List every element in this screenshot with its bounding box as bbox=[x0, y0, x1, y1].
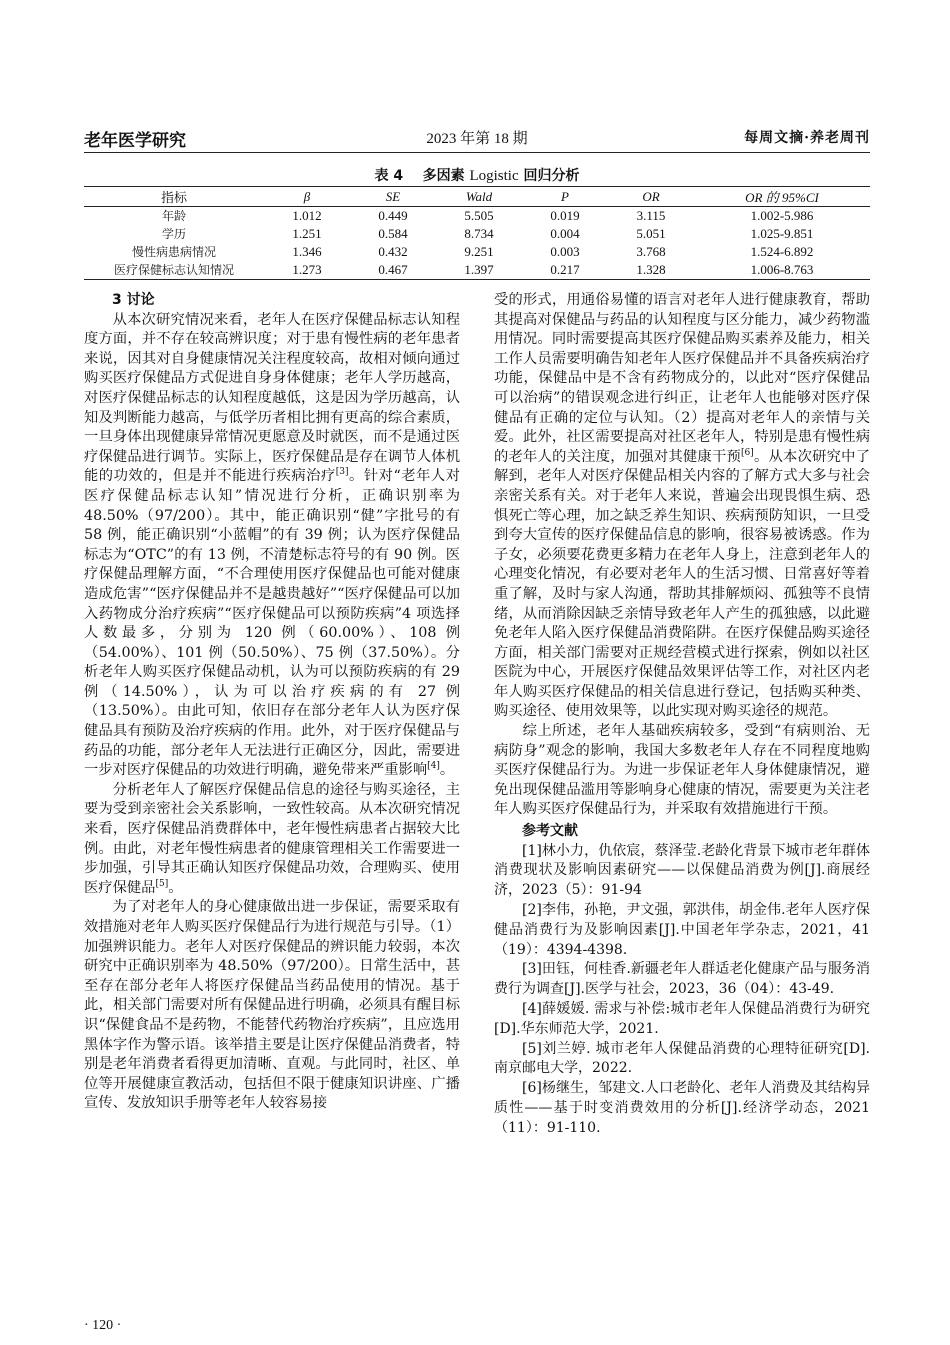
cell-indicator: 慢性病患病情况 bbox=[131, 245, 216, 259]
right-column bbox=[494, 291, 870, 1139]
cell-p: 0.004 bbox=[550, 226, 580, 241]
cell-p: 0.217 bbox=[522, 261, 608, 280]
col-p: P bbox=[522, 187, 608, 207]
cell-p: 0.003 bbox=[550, 244, 580, 259]
references-heading: 参考文献 bbox=[522, 823, 578, 840]
cell-or-ci: 1.025-9.851 bbox=[750, 226, 814, 241]
paragraph: 分析老年人了解医疗保健品信息的途径与购买途径，主要为受到亲密社会关系影响，一致性较高。从本次研究情况来看，医疗保健品消费群体中，老年慢性病患者占据较大比例。由此，对老年慢性病患者的健康管理相关工作需要进一步加强，引导其正确认知医疗保健品功效，合理购买、使用医疗保健品[5]。 bbox=[84, 781, 460, 896]
reference-item: [6]杨继生，邹建文.人口老龄化、老年人消费及其结构异质性——基于时变消费效用的分析[J].经济学动态，2021（11）：91-110. bbox=[494, 1080, 870, 1136]
cell-wald: 1.397 bbox=[436, 261, 522, 280]
cell-se: 0.432 bbox=[378, 244, 408, 259]
running-header bbox=[84, 126, 870, 151]
paragraph: 综上所述，老年人基础疾病较多，受到“有病则治、无病防身”观念的影响，我国大多数老年人存在不同程度地购买医疗保健品行为。为进一步保证老年人身体健康情况，避免出现保健品滥用等影响身心健康的情况，需要更为关注老年人购买医疗保健品行为，并采取有效措施进行干预。 bbox=[494, 723, 870, 818]
table-title-en: Logistic bbox=[469, 168, 519, 184]
col-wald: Wald bbox=[436, 187, 522, 207]
table-title-cn-2: 回归分析 bbox=[523, 168, 580, 184]
reference-item: [1]林小力，仇依宸，蔡泽莹.老龄化背景下城市老年群体消费现状及影响因素研究——以保健品消费为例[J].商展经济，2023（5）：91-94 bbox=[494, 842, 870, 899]
paragraph: 从本次研究情况来看，老年人在医疗保健品标志认知程度方面，并不存在较高辨识度；对于患有慢性病的老年患者来说，因其对自身健康情况关注程度较高，故相对倾向通过购买医疗保健品方式促进自身身体健康；老年人学历越高，对医疗保健品标志的认知程度越低，这是因为学历越高，认知及判断能力越高，与低学历者相比拥有更高的综合素质，一旦身体出现健康异常情况更愿意及时就医，而不是通过医疗保健品进行调节。实际上，医疗保健品是存在调节人体机能的功效的，但是并不能进行疾病治疗[3]。针对“老年人对医疗保健品标志认知”情况进行分析，正确识别率为 48.50%（97/200）。其中，能正确识别“健”字批号的有 58 例，能正确识别“小蓝帽”的有 39 例；认为医疗保健品标志为“OTC”的有 13 例，不清楚标志符号的有 90 例。医疗保健品理解方面，“不合理使用医疗保健品也可能对健康造成危害”“医疗保健品并不是越贵越好”“医疗保健品可以加入药物成分治疗疾病”“医疗保健品可以预防疾病”4 项选择人数最多，分别为 120 例（60.00%）、108 例（54.00%）、101 例（50.50%）、75 例（37.50%）。分析老年人购买医疗保健品动机，认为可以预防疾病的有 29 例（14.50%），认为可以治疗疾病的有 27 例（13.50%）。由此可知，依旧存在部分老年人认为医疗保健品具有预防及治疗疾病的作用。此外，对于医疗保健品与药品的功能，部分老年人无法进行正确区分，因此，需要进一步对医疗保健品的功效进行明确，避免带来严重影响[4]。 bbox=[84, 311, 461, 779]
table-caption bbox=[84, 165, 870, 185]
edition-label: 每周文摘·养老周刊 bbox=[744, 130, 870, 146]
table-label: 表 4 bbox=[374, 168, 404, 184]
left-column bbox=[84, 291, 460, 1114]
cell-beta: 1.012 bbox=[292, 208, 322, 223]
reference-item: [5]刘兰婷. 城市老年人保健品消费的心理特征研究[D].南京邮电大学，2022. bbox=[494, 1040, 870, 1077]
col-or-ci: OR 的 95%CI bbox=[694, 187, 870, 207]
cell-wald: 8.734 bbox=[464, 226, 494, 241]
cell-or-ci: 1.524-6.892 bbox=[750, 244, 814, 259]
cell-p: 0.019 bbox=[550, 208, 580, 223]
citation: [5] bbox=[155, 879, 169, 890]
cell-se: 0.467 bbox=[350, 261, 436, 280]
cell-or-ci: 1.002-5.986 bbox=[750, 208, 814, 223]
logistic-regression-table bbox=[84, 186, 870, 280]
col-indicator: 指标 bbox=[84, 187, 264, 207]
issue-label: 2023 年第 18 期 bbox=[426, 131, 528, 147]
table-row bbox=[84, 207, 870, 226]
table-row bbox=[84, 243, 870, 261]
cell-indicator: 医疗保健标志认知情况 bbox=[84, 261, 264, 280]
cell-beta: 1.251 bbox=[292, 226, 322, 241]
table-header-row bbox=[84, 187, 870, 207]
cell-wald: 9.251 bbox=[464, 244, 494, 259]
journal-name: 老年医学研究 bbox=[84, 131, 186, 151]
cell-or: 3.768 bbox=[636, 244, 666, 259]
cell-or: 1.328 bbox=[608, 261, 694, 280]
cell-se: 0.449 bbox=[378, 208, 408, 223]
citation: [6] bbox=[741, 447, 754, 458]
reference-item: [4]薛媛媛. 需求与补偿:城市老年人保健品消费行为研究[D].华东师范大学，2021. bbox=[494, 1001, 870, 1037]
page-number: · 120 · bbox=[84, 1318, 122, 1333]
col-beta: β bbox=[264, 187, 350, 207]
cell-indicator: 学历 bbox=[161, 227, 186, 241]
cell-beta: 1.346 bbox=[292, 244, 322, 259]
citation: [3] bbox=[335, 467, 349, 478]
cell-or: 5.051 bbox=[636, 226, 666, 241]
paragraph: 为了对老年人的身心健康做出进一步保证，需要采取有效措施对老年人购买医疗保健品行为进行规范与引导。（1）加强辨识能力。老年人对医疗保健品的辨识能力较弱，本次研究中正确识别率为 48.50%（97/200）。日常生活中，甚至存在部分老年人将医疗保健品当药品使用的情况。基于此，相关部门需要对所有保健品进行明确，必须具有醒目标识“保健食品不是药物，不能替代药物治疗疾病”，且应选用黑体字作为警示语。该举措主要是让医疗保健品消费者，特别是老年消费者看得更加清晰、直观。与此同时，社区、单位等开展健康宣教活动，包括但不限于健康知识讲座、广播宣传、发放知识手册等老年人较容易接 bbox=[84, 899, 460, 1112]
cell-indicator: 年龄 bbox=[161, 209, 186, 223]
col-se: SE bbox=[350, 187, 436, 207]
cell-se: 0.584 bbox=[378, 226, 408, 241]
paragraph: 受的形式，用通俗易懂的语言对老年人进行健康教育，帮助其提高对保健品与药品的认知程度与区分能力，减少药物滥用情况。同时需要提高其医疗保健品购买素养及能力，相关工作人员需要明确告知老年人医疗保健品并不具备疾病治疗功能，保健品中是不含有药物成分的，以此对“医疗保健品可以治病”的错误观念进行纠正，让老年人也能够对医疗保健品有正确的定位与认知。（2）提高对老年人的亲情与关爱。此外，社区需要提高对社区老年人，特别是患有慢性病的老年人的关注度，加强对其健康干预[6]。从本次研究中了解到，老年人对医疗保健品相关内容的了解方式大多与社会亲密关系有关。对于老年人来说，普遍会出现畏惧生病、恐惧死亡等心理，加之缺乏养生知识、疾病预防知识，一旦受到夸大宣传的医疗保健品信息的影响，很容易被诱惑。作为子女，必须要花费更多精力在老年人身上，注意到老年人的心理变化情况，有必要对老年人的生活习惯、日常喜好等着重了解，及时与家人沟通，帮助其排解烦闷、孤独等不良情绪，从而消除因缺乏亲情导致老年人产生的孤独感，以此避免老年人陷入医疗保健品消费陷阱。在医疗保健品购买途径方面，相关部门需要对正规经营模式进行探索，例如以社区医院为中心，开展医疗保健品效果评估等工作，对社区内老年人购买医疗保健品的相关信息进行登记，包括购买种类、购买途径、使用效果等，以此实现对购买途径的规范。 bbox=[494, 292, 871, 720]
reference-item: [2]李伟，孙艳，尹文强，郭洪伟，胡金伟.老年人医疗保健品消费行为及影响因素[J].中国老年学杂志，2021，41（19）：4394-4398. bbox=[494, 902, 870, 958]
table-title-cn-1: 多因素 bbox=[422, 168, 465, 184]
header-divider bbox=[84, 152, 870, 153]
col-or: OR bbox=[608, 187, 694, 207]
cell-or: 3.115 bbox=[636, 208, 666, 223]
cell-or-ci: 1.006-8.763 bbox=[694, 261, 870, 280]
table-row bbox=[84, 225, 870, 243]
reference-item: [3]田钰，何桂香.新疆老年人群适老化健康产品与服务消费行为调查[J].医学与社会，2023，36（04）：43-49. bbox=[494, 961, 870, 998]
cell-beta: 1.273 bbox=[264, 261, 350, 280]
section-heading-discussion: 3 讨论 bbox=[112, 292, 155, 308]
table-row bbox=[84, 261, 870, 280]
citation: [4] bbox=[427, 761, 440, 772]
reference-list bbox=[494, 842, 870, 1139]
cell-wald: 5.505 bbox=[464, 208, 494, 223]
